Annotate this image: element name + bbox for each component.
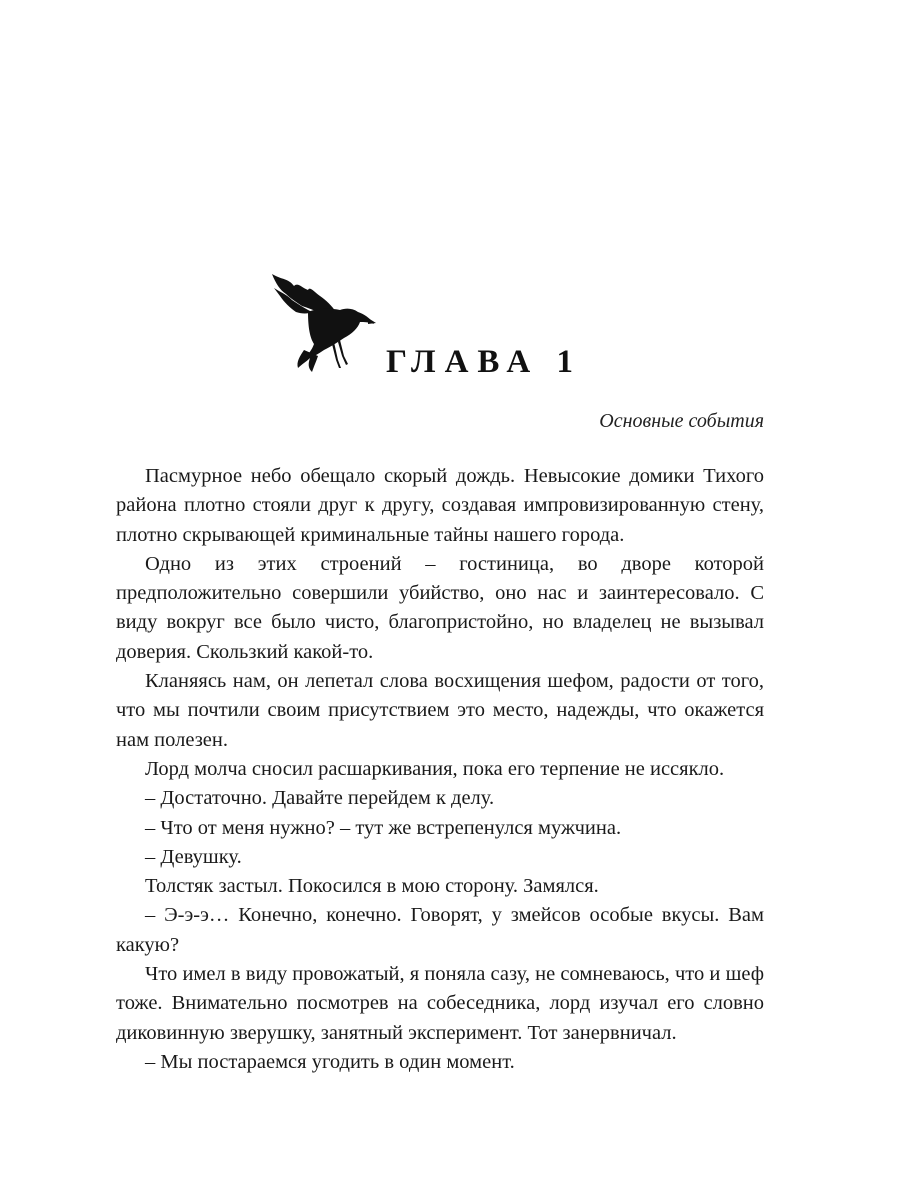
paragraph: Что имел в виду провожатый, я поняла сазу, не сомневаюсь, что и шеф тоже. Внимательно посмотрев на собеседника, лорд изучал его словно диковинную зверушку, занятный эксперимент. Тот занервничал. — [116, 963, 764, 1044]
chapter-body — [116, 462, 764, 1077]
paragraph: Пасмурное небо обещало скорый дождь. Невысокие домики Тихого района плотно стояли друг к другу, создавая импровизированную стену, плотно скрывающей криминальные тайны нашего города. — [116, 465, 764, 546]
paragraph: Лорд молча сносил расшаркивания, пока его терпение не иссякло. — [145, 757, 725, 780]
paragraph: – Достаточно. Давайте перейдем к делу. — [145, 787, 495, 810]
paragraph: Одно из этих строений – гостиница, во дворе которой предположительно совершили убийство, оно нас и заинтересовало. С виду вокруг все было чисто, благопристойно, но владелец не вызывал доверия. Скользкий какой-то. — [116, 552, 764, 663]
paragraph: Толстяк застыл. Покосился в мою сторону. Замялся. — [145, 875, 599, 898]
paragraph: Кланяясь нам, он лепетал слова восхищения шефом, радости от того, что мы почтили своим присутствием это место, надежды, что окажется нам полезен. — [116, 670, 764, 751]
raven-icon — [268, 268, 378, 378]
paragraph: – Девушку. — [145, 845, 242, 868]
paragraph: – Э-э-э… Конечно, конечно. Говорят, у змейсов особые вкусы. Вам какую? — [116, 904, 764, 956]
chapter-heading — [268, 268, 588, 388]
paragraph: – Мы постараемся угодить в один момент. — [145, 1050, 515, 1073]
chapter-subtitle: Основные события — [599, 410, 764, 432]
chapter-title: ГЛАВА 1 — [386, 344, 582, 380]
paragraph: – Что от меня нужно? – тут же встрепенулся мужчина. — [145, 816, 622, 839]
